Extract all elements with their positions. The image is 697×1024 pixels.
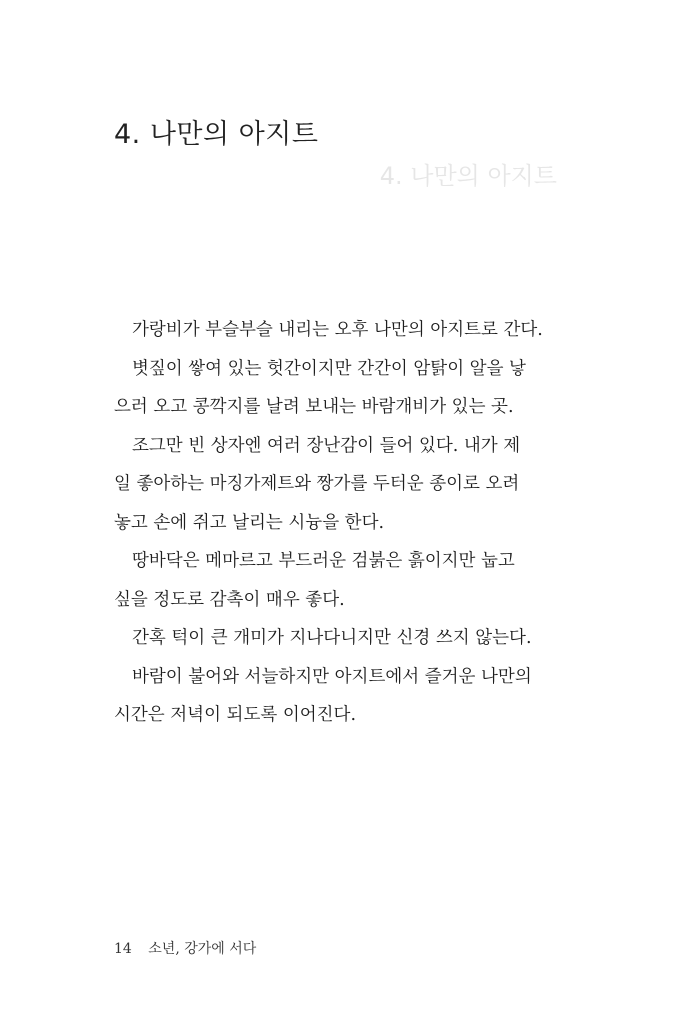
- book-title: 소년, 강가에 서다: [148, 941, 257, 957]
- text-line: 볏짚이 쌓여 있는 헛간이지만 간간이 암탉이 알을 낳: [132, 358, 526, 379]
- text-line: 놓고 손에 쥐고 날리는 시늉을 한다.: [114, 512, 385, 533]
- chapter-title-watermark: 4. 나만의 아지트: [379, 162, 557, 190]
- text-line: 바람이 불어와 서늘하지만 아지트에서 즐거운 나만의: [132, 666, 532, 687]
- chapter-title: 4. 나만의 아지트: [114, 119, 319, 150]
- text-line: 가랑비가 부슬부슬 내리는 오후 나만의 아지트로 간다.: [132, 320, 543, 340]
- text-line: 시간은 저녁이 되도록 이어진다.: [114, 705, 357, 725]
- text-line: 간혹 턱이 큰 개미가 지나다니지만 신경 쓰지 않는다.: [132, 628, 532, 648]
- page-number: 14: [114, 941, 132, 957]
- text-line: 땅바닥은 메마르고 부드러운 검붉은 흙이지만 눕고: [132, 551, 515, 571]
- text-line: 으러 오고 콩깍지를 날려 보내는 바람개비가 있는 곳.: [114, 397, 514, 417]
- text-line: 싶을 정도로 감촉이 매우 좋다.: [114, 589, 345, 610]
- page-footer: [114, 938, 256, 958]
- text-line: 조그만 빈 상자엔 여러 장난감이 들어 있다. 내가 제: [132, 435, 521, 456]
- body-text: [114, 311, 556, 735]
- text-line: 일 좋아하는 마징가제트와 짱가를 두터운 종이로 오려: [114, 474, 520, 494]
